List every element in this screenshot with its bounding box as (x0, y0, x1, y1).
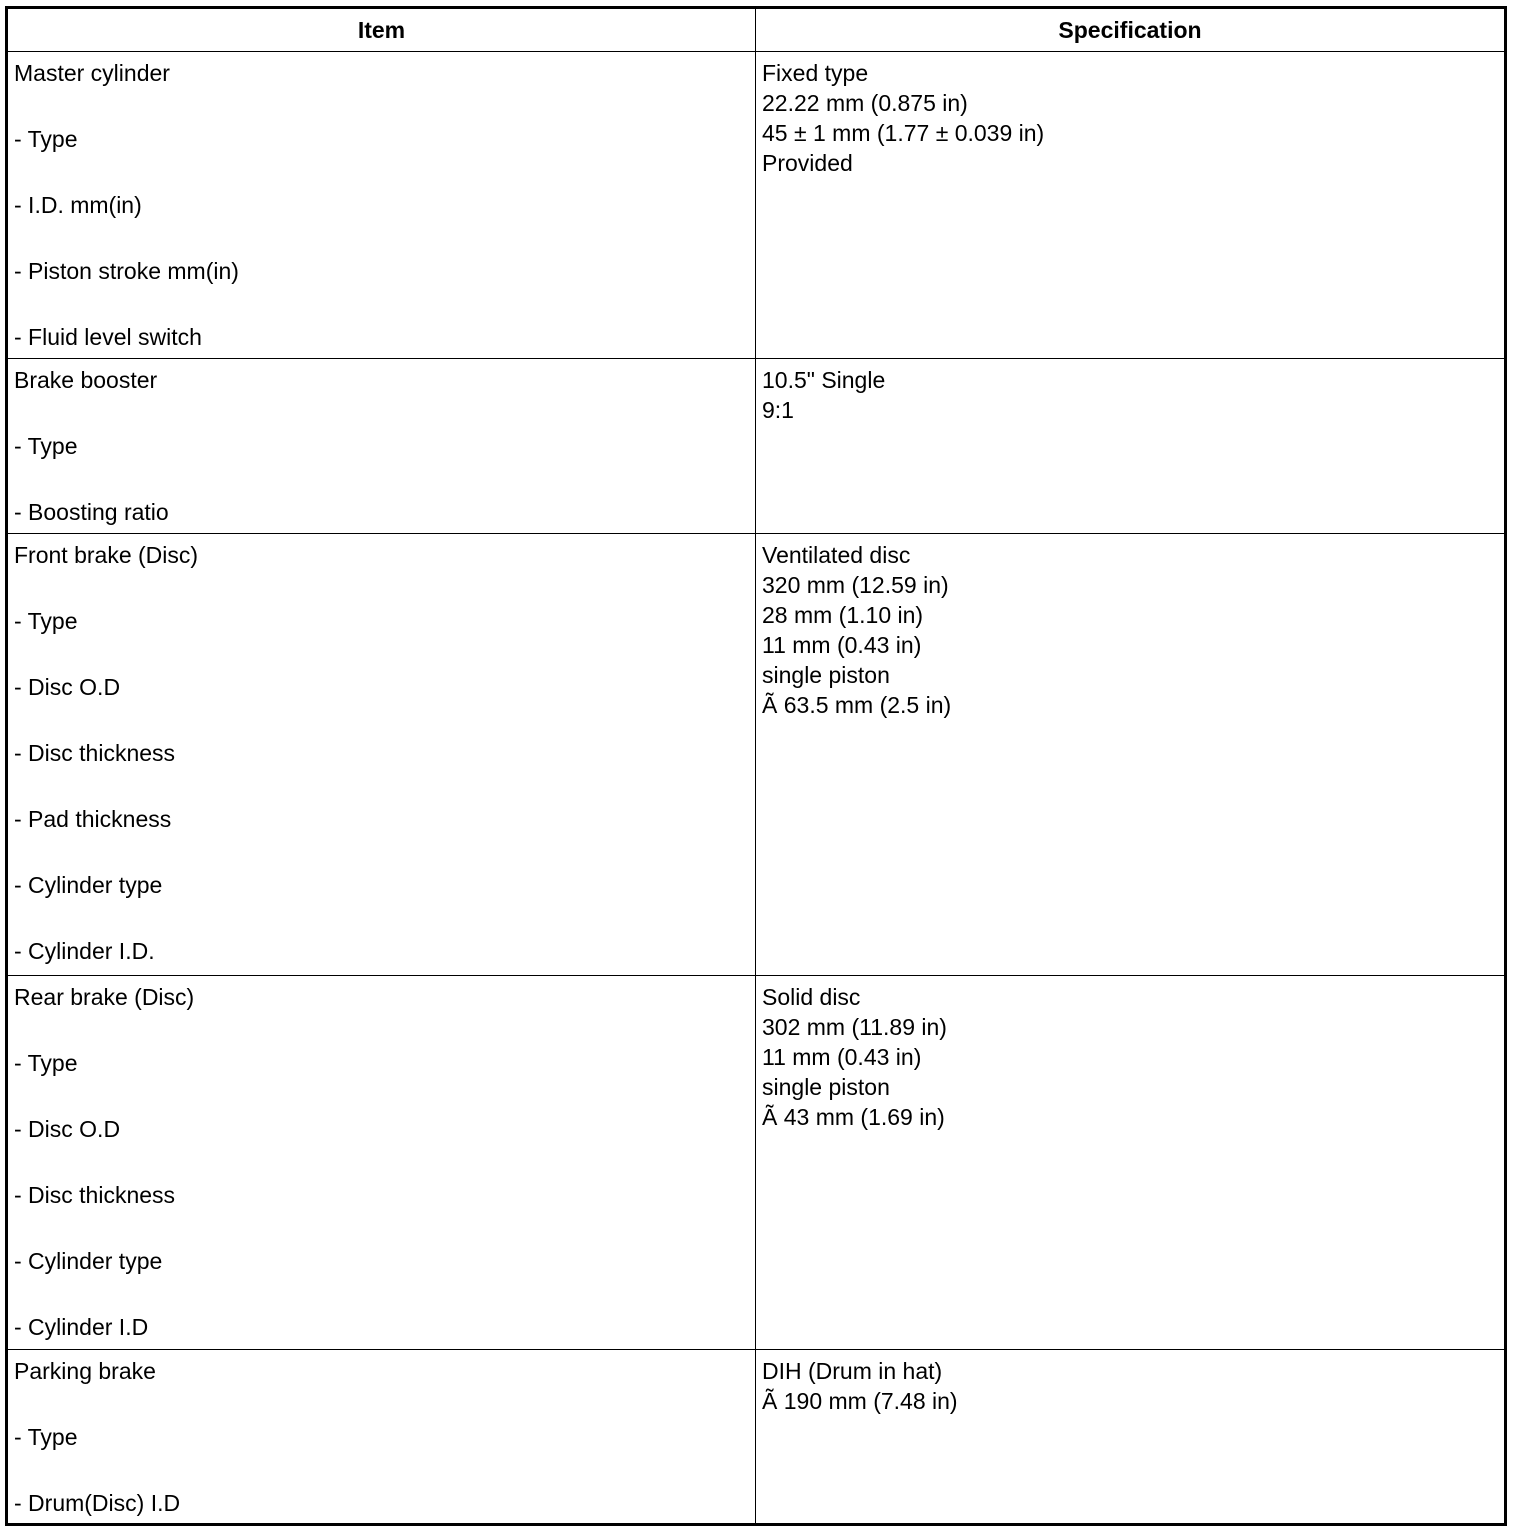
table-row-parking-brake (7, 1349, 1506, 1524)
table-row-brake-booster (7, 359, 1506, 534)
spec-value: Ventilated disc (762, 542, 911, 569)
item-subitem: - Disc thickness (14, 1181, 176, 1208)
item-title: Brake booster (14, 367, 158, 394)
item-cell (7, 52, 756, 359)
item-cell (7, 534, 756, 975)
spec-cell (756, 1349, 1506, 1524)
item-subitem: - I.D. mm(in) (14, 192, 142, 218)
spec-value: Solid disc (762, 983, 861, 1010)
item-subitem: - Disc O.D (14, 1115, 121, 1142)
spec-cell (756, 359, 1506, 534)
header-row (7, 8, 1506, 52)
item-cell (7, 975, 756, 1349)
item-subitem: - Type (14, 126, 78, 152)
item-subitem: - Fluid level switch (14, 324, 202, 350)
spec-value: Ã 190 mm (7.48 in) (762, 1387, 958, 1414)
spec-value: Ã 63.5 mm (2.5 in) (762, 692, 952, 719)
item-subitem: - Type (14, 1049, 78, 1076)
item-subitem: - Boosting ratio (14, 499, 169, 526)
spec-value: Provided (762, 150, 853, 176)
spec-value: 11 mm (0.43 in) (762, 1043, 922, 1070)
spec-value: 320 mm (12.59 in) (762, 572, 949, 599)
item-subitem: - Type (14, 608, 78, 635)
item-subitem: - Cylinder type (14, 1247, 163, 1274)
item-title: Rear brake (Disc) (14, 983, 195, 1010)
spec-cell (756, 975, 1506, 1349)
item-subitem: - Type (14, 433, 78, 460)
table-row-front-brake (7, 534, 1506, 975)
item-title: Front brake (Disc) (14, 542, 199, 569)
item-subitem: - Type (14, 1423, 78, 1450)
spec-value: single piston (762, 1073, 890, 1100)
spec-value: 302 mm (11.89 in) (762, 1013, 947, 1040)
spec-value: 28 mm (1.10 in) (762, 602, 924, 629)
item-cell (7, 359, 756, 534)
spec-value: 45 ± 1 mm (1.77 ± 0.039 in) (762, 120, 1045, 146)
item-subitem: - Cylinder I.D (14, 1313, 149, 1340)
specification-column-header: Specification (756, 8, 1506, 52)
item-subitem: - Cylinder type (14, 872, 163, 899)
item-title: Master cylinder (14, 60, 170, 86)
item-subitem: - Pad thickness (14, 806, 172, 833)
table-row-master-cylinder (7, 52, 1506, 359)
spec-value: Fixed type (762, 60, 869, 86)
item-column-header: Item (7, 8, 756, 52)
spec-cell (756, 52, 1506, 359)
spec-value: DIH (Drum in hat) (762, 1357, 943, 1384)
brake-specification-table (5, 6, 1507, 1526)
spec-cell (756, 534, 1506, 975)
item-subitem: - Drum(Disc) I.D (14, 1489, 181, 1516)
item-title: Parking brake (14, 1357, 156, 1384)
spec-value: 9:1 (762, 397, 794, 424)
spec-value: 22.22 mm (0.875 in) (762, 90, 968, 116)
spec-value: single piston (762, 662, 890, 689)
item-cell (7, 1349, 756, 1524)
item-subitem: - Disc O.D (14, 674, 121, 701)
table-row-rear-brake (7, 975, 1506, 1349)
item-subitem: - Piston stroke mm(in) (14, 258, 239, 284)
item-subitem: - Cylinder I.D. (14, 938, 155, 965)
spec-value: 11 mm (0.43 in) (762, 632, 922, 659)
item-subitem: - Disc thickness (14, 740, 176, 767)
spec-value: Ã 43 mm (1.69 in) (762, 1103, 945, 1130)
spec-value: 10.5" Single (762, 367, 886, 394)
